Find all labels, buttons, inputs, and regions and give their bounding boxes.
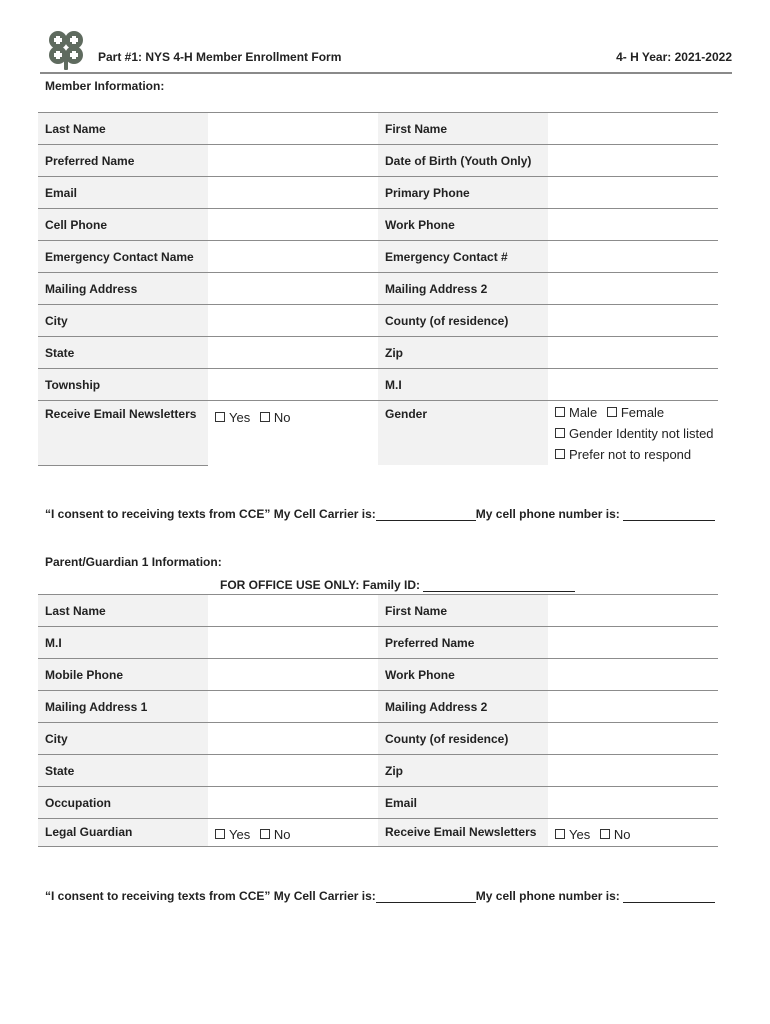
- gender-male-label: Male: [569, 405, 598, 420]
- field-label: M.I: [38, 627, 208, 659]
- field-input[interactable]: [548, 241, 718, 273]
- field-label: Preferred Name: [378, 627, 548, 659]
- form-row: [38, 177, 718, 209]
- form-row: [38, 787, 718, 819]
- field-label: First Name: [378, 595, 548, 627]
- gender-male-checkbox[interactable]: [555, 407, 565, 417]
- parent-consent-text: “I consent to receiving texts from CCE” My Cell Carrier is:: [45, 889, 376, 903]
- legal-guardian-options: [208, 819, 378, 847]
- field-label: First Name: [378, 113, 548, 145]
- legal-guardian-yes-label: Yes: [229, 827, 251, 842]
- field-input[interactable]: [548, 755, 718, 787]
- member-section-heading: Member Information:: [45, 79, 165, 93]
- parent-cell-number-field[interactable]: [623, 890, 715, 903]
- field-label: Date of Birth (Youth Only): [378, 145, 548, 177]
- gender-not-listed-label: Gender Identity not listed: [569, 426, 714, 441]
- field-input[interactable]: [548, 595, 718, 627]
- form-row: [38, 273, 718, 305]
- gender-not-listed-checkbox[interactable]: [555, 428, 565, 438]
- field-label: Email: [38, 177, 208, 209]
- gender-female-checkbox[interactable]: [607, 407, 617, 417]
- field-input[interactable]: [208, 273, 378, 305]
- 4h-clover-logo-icon: [44, 27, 88, 71]
- member-consent-line: [45, 507, 715, 521]
- field-input[interactable]: [548, 273, 718, 305]
- newsletter-no-label: No: [273, 410, 291, 425]
- parent-newsletter-label: Receive Email Newsletters: [378, 819, 548, 847]
- field-input[interactable]: [208, 627, 378, 659]
- form-row: [38, 659, 718, 691]
- field-label: Zip: [378, 337, 548, 369]
- field-input[interactable]: [208, 755, 378, 787]
- parent-info-table: [38, 594, 718, 847]
- form-row: [38, 337, 718, 369]
- field-label: County (of residence): [378, 305, 548, 337]
- program-year: 4- H Year: 2021-2022: [616, 50, 732, 64]
- field-label: Mailing Address 2: [378, 691, 548, 723]
- parent-newsletter-options: [548, 819, 718, 847]
- parent-newsletter-yes-checkbox[interactable]: [555, 829, 565, 839]
- field-input[interactable]: [208, 113, 378, 145]
- field-label: Last Name: [38, 595, 208, 627]
- field-input[interactable]: [208, 209, 378, 241]
- field-input[interactable]: [548, 787, 718, 819]
- field-label: State: [38, 337, 208, 369]
- field-label: Work Phone: [378, 209, 548, 241]
- office-use-label: FOR OFFICE USE ONLY: Family ID:: [220, 578, 421, 592]
- field-label: Emergency Contact #: [378, 241, 548, 273]
- field-input[interactable]: [208, 145, 378, 177]
- form-row: [38, 723, 718, 755]
- member-info-table: [38, 112, 718, 466]
- form-row: [38, 305, 718, 337]
- field-label: Zip: [378, 755, 548, 787]
- member-cell-carrier-field[interactable]: [376, 508, 476, 521]
- field-label: Township: [38, 369, 208, 401]
- gender-prefer-not-checkbox[interactable]: [555, 449, 565, 459]
- field-input[interactable]: [548, 627, 718, 659]
- field-label: City: [38, 305, 208, 337]
- field-label: Mobile Phone: [38, 659, 208, 691]
- legal-guardian-no-checkbox[interactable]: [260, 829, 270, 839]
- field-label: Email: [378, 787, 548, 819]
- newsletter-no-checkbox[interactable]: [260, 412, 270, 422]
- field-input[interactable]: [208, 337, 378, 369]
- field-label: Mailing Address 1: [38, 691, 208, 723]
- field-input[interactable]: [208, 787, 378, 819]
- field-input[interactable]: [208, 659, 378, 691]
- form-row: [38, 595, 718, 627]
- field-input[interactable]: [548, 113, 718, 145]
- field-label: Work Phone: [378, 659, 548, 691]
- field-input[interactable]: [548, 723, 718, 755]
- form-row: [38, 755, 718, 787]
- field-input[interactable]: [208, 595, 378, 627]
- parent-newsletter-yes-label: Yes: [569, 827, 591, 842]
- field-input[interactable]: [548, 691, 718, 723]
- header-divider: [40, 72, 732, 74]
- newsletter-yes-checkbox[interactable]: [215, 412, 225, 422]
- field-label: Preferred Name: [38, 145, 208, 177]
- legal-guardian-label: Legal Guardian: [38, 819, 208, 847]
- field-input[interactable]: [208, 691, 378, 723]
- field-label: Primary Phone: [378, 177, 548, 209]
- parent-phone-label: My cell phone number is:: [475, 889, 620, 903]
- member-consent-text: “I consent to receiving texts from CCE” My Cell Carrier is:: [45, 507, 376, 521]
- field-label: Occupation: [38, 787, 208, 819]
- newsletter-label: Receive Email Newsletters: [38, 401, 208, 466]
- parent-consent-line: [45, 889, 715, 903]
- form-row: [38, 369, 718, 401]
- field-label: Last Name: [38, 113, 208, 145]
- newsletter-yes-label: Yes: [229, 410, 251, 425]
- form-row: [38, 691, 718, 723]
- field-label: City: [38, 723, 208, 755]
- field-input[interactable]: [208, 305, 378, 337]
- field-label: Mailing Address: [38, 273, 208, 305]
- field-input[interactable]: [548, 369, 718, 401]
- parent-newsletter-no-label: No: [613, 827, 631, 842]
- newsletter-options: [208, 401, 378, 466]
- legal-guardian-no-label: No: [273, 827, 291, 842]
- parent-cell-carrier-field[interactable]: [376, 890, 476, 903]
- form-row: [38, 241, 718, 273]
- legal-guardian-yes-checkbox[interactable]: [215, 829, 225, 839]
- form-row: [38, 113, 718, 145]
- form-row: [38, 627, 718, 659]
- field-label: Emergency Contact Name: [38, 241, 208, 273]
- gender-female-label: Female: [620, 405, 665, 420]
- field-input[interactable]: [548, 305, 718, 337]
- family-id-field[interactable]: [423, 579, 575, 592]
- parent-section-heading: Parent/Guardian 1 Information:: [45, 555, 222, 569]
- member-phone-label: My cell phone number is:: [475, 507, 620, 521]
- gender-label: Gender: [378, 401, 548, 466]
- gender-options: [548, 401, 718, 466]
- field-input[interactable]: [548, 209, 718, 241]
- field-label: Mailing Address 2: [378, 273, 548, 305]
- field-input[interactable]: [208, 723, 378, 755]
- form-row: [38, 209, 718, 241]
- field-input[interactable]: [548, 177, 718, 209]
- field-input[interactable]: [548, 145, 718, 177]
- field-label: M.I: [378, 369, 548, 401]
- field-label: Cell Phone: [38, 209, 208, 241]
- field-input[interactable]: [548, 659, 718, 691]
- form-row: [38, 145, 718, 177]
- field-input[interactable]: [548, 337, 718, 369]
- parent-newsletter-no-checkbox[interactable]: [600, 829, 610, 839]
- field-input[interactable]: [208, 241, 378, 273]
- form-title: Part #1: NYS 4-H Member Enrollment Form: [98, 50, 342, 64]
- field-label: State: [38, 755, 208, 787]
- field-label: County (of residence): [378, 723, 548, 755]
- office-use-line: [220, 578, 575, 592]
- member-cell-number-field[interactable]: [623, 508, 715, 521]
- field-input[interactable]: [208, 177, 378, 209]
- gender-prefer-not-label: Prefer not to respond: [569, 447, 692, 462]
- field-input[interactable]: [208, 369, 378, 401]
